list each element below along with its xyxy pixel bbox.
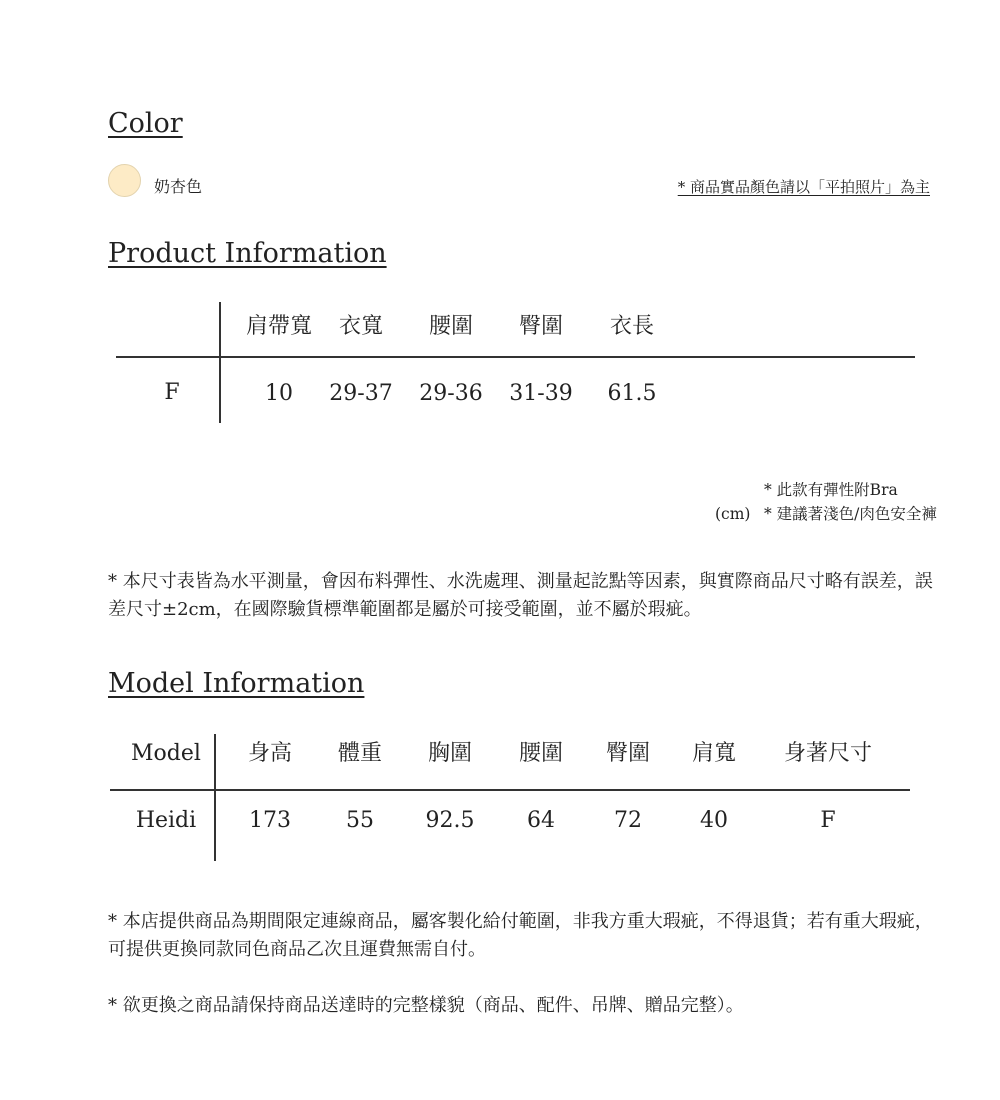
size-header-strap-width: 肩帶寬: [245, 314, 312, 339]
model-info-heading: Model Information: [108, 668, 365, 699]
exchange-condition-note: * 欲更換之商品請保持商品送達時的完整樣貌（商品、配件、吊牌、贈品完整）。: [108, 995, 744, 1016]
color-swatch-label: 奶杏色: [154, 177, 203, 196]
size-value-waist: 29-36: [419, 381, 483, 406]
model-size-worn: F: [820, 808, 836, 833]
size-header-waist: 腰圍: [428, 314, 473, 339]
size-table-header-divider: [116, 356, 915, 358]
model-header-waist: 腰圍: [518, 741, 563, 766]
model-table-header-divider: [110, 789, 910, 791]
size-value-hip: 31-39: [509, 381, 573, 406]
model-waist: 64: [527, 808, 555, 833]
model-name: Heidi: [135, 808, 197, 833]
model-shoulder: 40: [700, 808, 728, 833]
size-header-length: 衣長: [609, 314, 654, 339]
size-table-vertical-divider: [219, 302, 221, 423]
model-header-shoulder: 肩寬: [691, 741, 736, 766]
model-header-bust: 胸圍: [427, 741, 472, 766]
model-height: 173: [249, 808, 291, 833]
size-header-chest-width: 衣寬: [338, 314, 383, 339]
model-bust: 92.5: [425, 808, 475, 833]
color-swatch[interactable]: [108, 164, 141, 197]
model-header-weight: 體重: [337, 741, 382, 766]
size-value-chest-width: 29-37: [329, 381, 393, 406]
return-policy-note: * 本店提供商品為期間限定連線商品，屬客製化給付範圍，非我方重大瑕疵，不得退貨；若有重大瑕疵，可提供更換同款同色商品乙次且運費無需自付。: [108, 911, 933, 960]
unit-label: (cm): [715, 505, 751, 523]
product-info-heading: Product Information: [108, 238, 387, 269]
model-header-hip: 臀圍: [605, 741, 650, 766]
model-header-model: Model: [131, 741, 201, 766]
measurement-disclaimer: * 本尺寸表皆為水平測量，會因布料彈性、水洗處理、測量起訖點等因素，與實際商品尺寸略有誤差，誤差尺寸±2cm，在國際驗貨標準範圍都是屬於可接受範圍，並不屬於瑕疵。: [108, 571, 933, 620]
size-value-strap-width: 10: [265, 381, 293, 406]
color-note: * 商品實品顏色請以「平拍照片」為主: [677, 178, 930, 196]
product-note-bra: * 此款有彈性附Bra: [764, 481, 898, 499]
model-weight: 55: [346, 808, 374, 833]
product-note-shorts: * 建議著淺色/肉色安全褲: [764, 505, 937, 523]
model-header-size-worn: 身著尺寸: [783, 741, 872, 766]
model-hip: 72: [614, 808, 642, 833]
model-header-height: 身高: [247, 741, 292, 766]
size-value-length: 61.5: [607, 381, 657, 406]
color-heading: Color: [108, 108, 183, 139]
size-header-hip: 臀圍: [518, 314, 563, 339]
product-notes: [764, 478, 937, 526]
size-label: F: [164, 380, 180, 405]
